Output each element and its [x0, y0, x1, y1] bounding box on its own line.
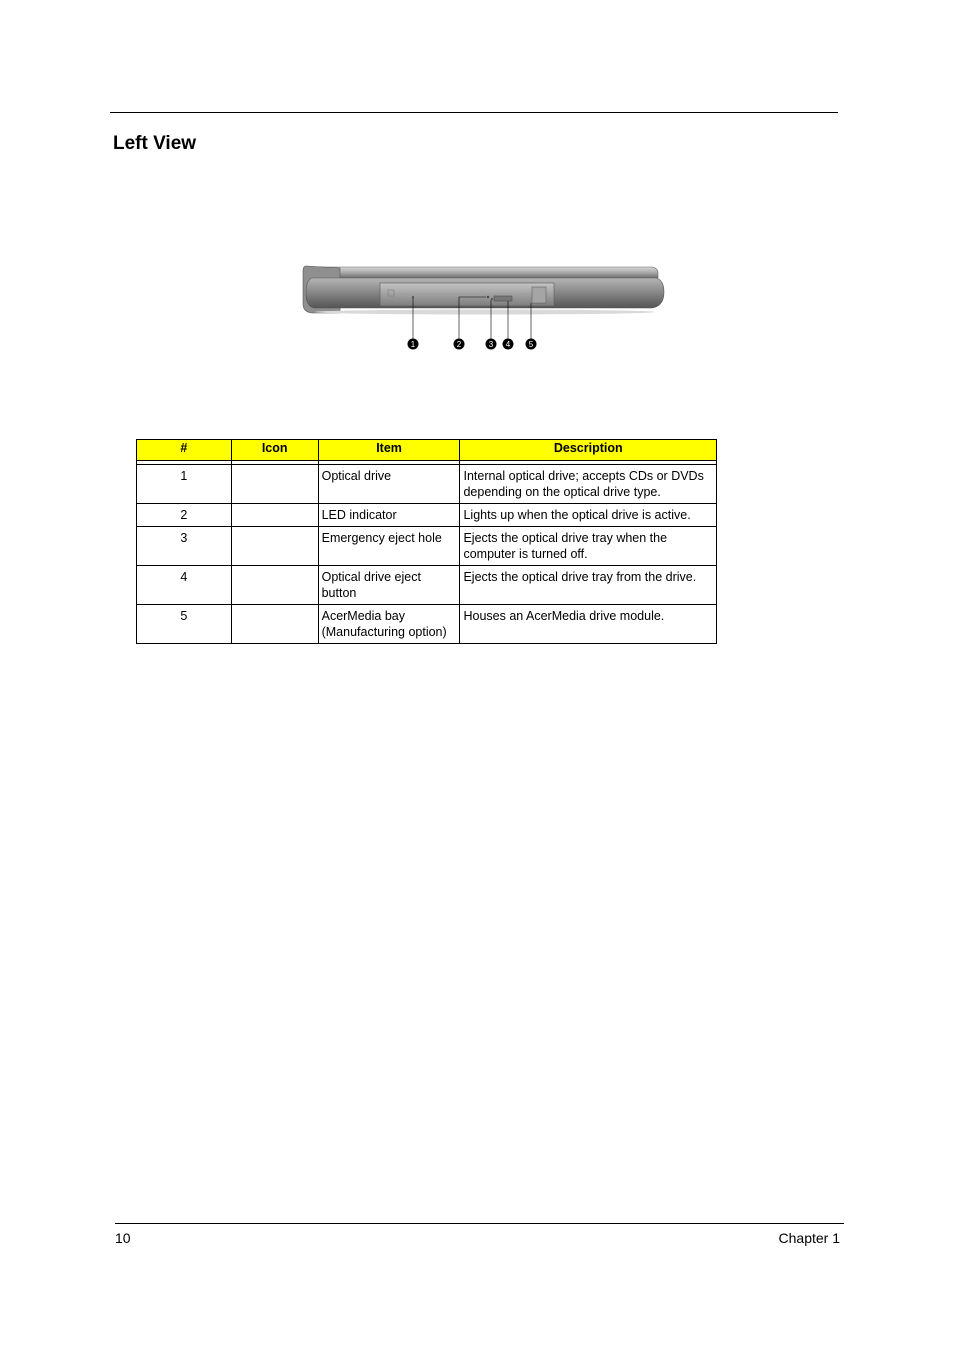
row-icon: [231, 605, 318, 644]
acermedia-bay: [532, 287, 546, 303]
optical-drive-bay: [380, 283, 554, 306]
row-description: Ejects the optical drive tray from the drive.: [460, 566, 717, 605]
table-row: [137, 527, 717, 566]
svg-text:4: 4: [505, 340, 511, 349]
header-description: Description: [460, 440, 717, 461]
eject-button: [494, 296, 512, 301]
header-number: #: [137, 440, 232, 461]
led-indicator: [487, 296, 489, 298]
row-item: LED indicator: [318, 504, 460, 527]
table-row: [137, 504, 717, 527]
table-row: [137, 465, 717, 504]
row-number: 3: [137, 527, 232, 566]
row-item: Emergency eject hole: [318, 527, 460, 566]
laptop-left-side-figure: [300, 260, 670, 360]
row-number: 2: [137, 504, 232, 527]
table-header-row: [137, 440, 717, 461]
header-item: Item: [318, 440, 460, 461]
row-number: 1: [137, 465, 232, 504]
row-icon: [231, 465, 318, 504]
table-row: [137, 566, 717, 605]
row-item: Optical drive: [318, 465, 460, 504]
callout-1: [408, 339, 419, 350]
row-description: Houses an AcerMedia drive module.: [460, 605, 717, 644]
row-number: 5: [137, 605, 232, 644]
laptop-lid: [318, 267, 658, 278]
row-icon: [231, 527, 318, 566]
svg-text:3: 3: [488, 340, 494, 349]
row-icon: [231, 504, 318, 527]
emergency-eject-hole: [491, 298, 493, 300]
callout-2: [454, 339, 465, 350]
row-item: Optical drive eject button: [318, 566, 460, 605]
header-icon: Icon: [231, 440, 318, 461]
svg-text:5: 5: [528, 340, 534, 349]
row-icon: [231, 566, 318, 605]
chapter-label: Chapter 1: [778, 1230, 840, 1246]
left-view-table: [136, 439, 717, 644]
callout-5: [526, 339, 537, 350]
row-number: 4: [137, 566, 232, 605]
table-row: [137, 605, 717, 644]
page-title: Left View: [113, 133, 197, 154]
callout-3: [486, 339, 497, 350]
bottom-rule: [115, 1223, 844, 1224]
row-description: Lights up when the optical drive is active.: [460, 504, 717, 527]
svg-text:2: 2: [456, 340, 462, 349]
row-description: Ejects the optical drive tray when the computer is turned off.: [460, 527, 717, 566]
page-number: 10: [115, 1230, 131, 1246]
row-description: Internal optical drive; accepts CDs or DVDs depending on the optical drive type.: [460, 465, 717, 504]
top-rule: [110, 112, 838, 113]
row-item: AcerMedia bay (Manufacturing option): [318, 605, 460, 644]
svg-text:1: 1: [410, 340, 416, 349]
callout-4: [503, 339, 514, 350]
